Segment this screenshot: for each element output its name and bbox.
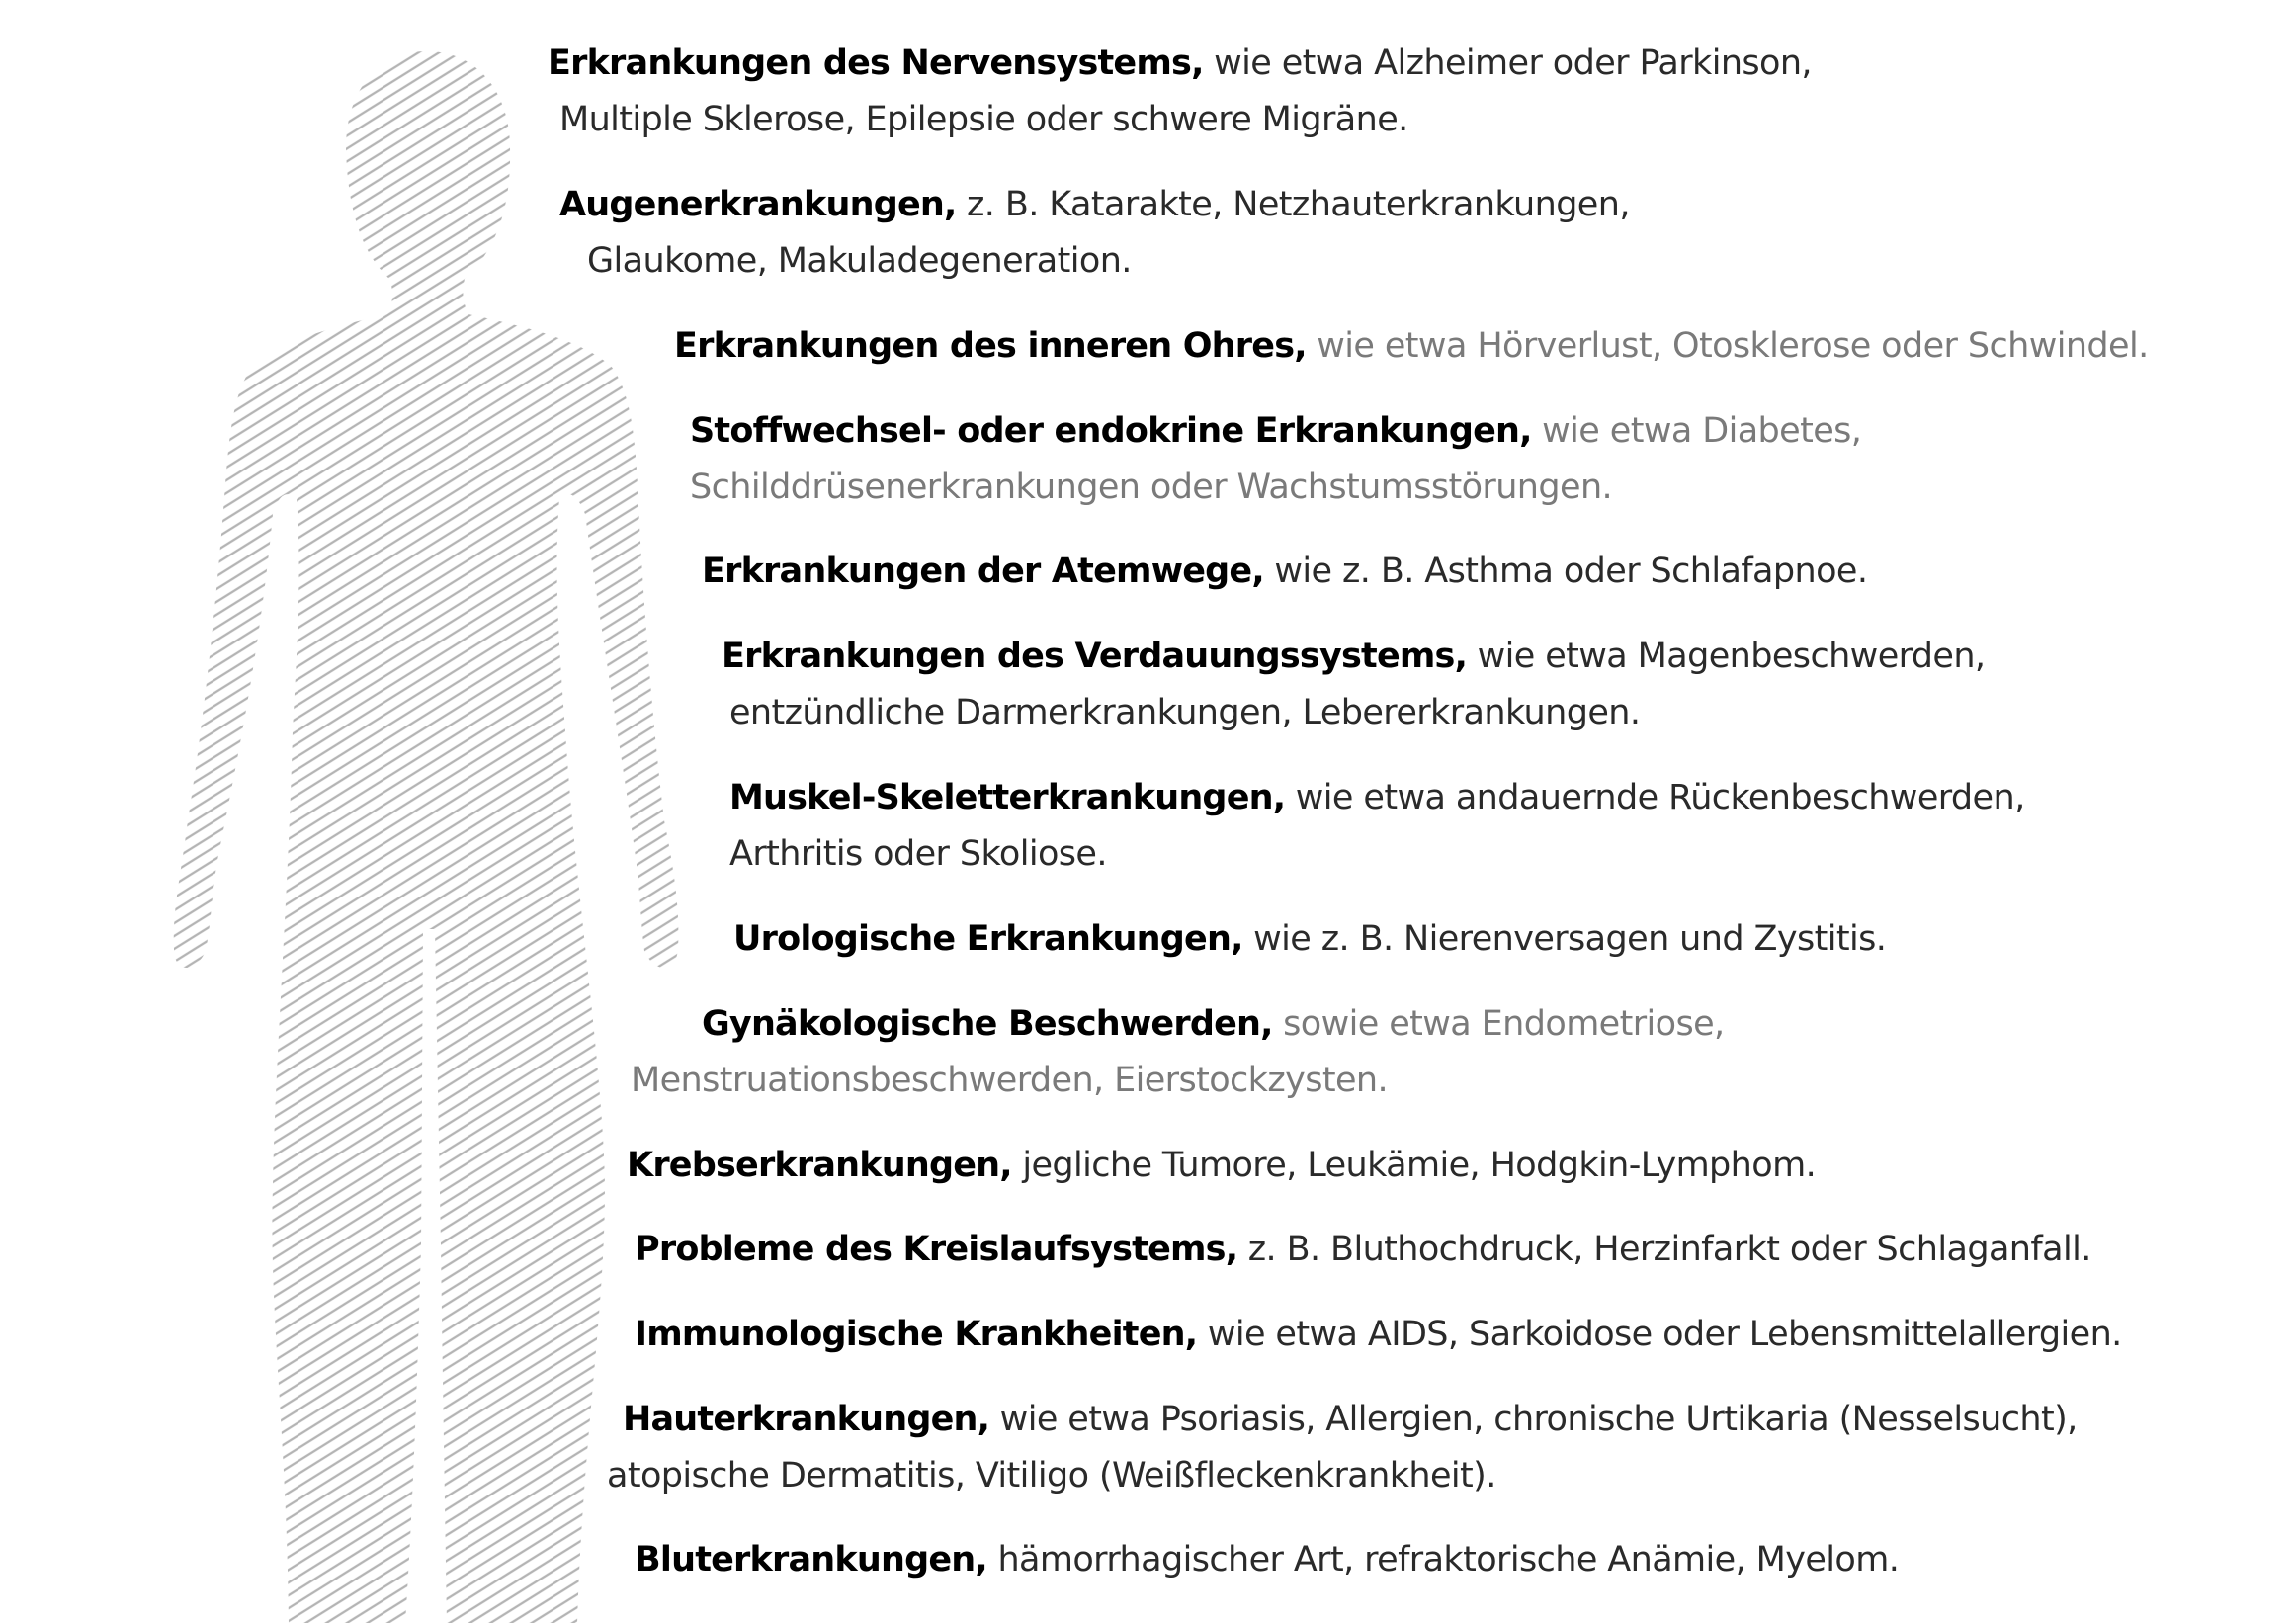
item-title: Urologische Erkrankungen, — [733, 919, 1243, 959]
item-atemwege — [702, 544, 1867, 600]
item-title: Hauterkrankungen, — [623, 1400, 990, 1439]
item-kreislauf — [635, 1222, 2091, 1278]
item-title: Gynäkologische Beschwerden, — [702, 1004, 1273, 1044]
item-desc: Multiple Sklerose, Epilepsie oder schwere Migräne. — [559, 100, 1408, 139]
item-verdauung — [722, 629, 1985, 741]
item-title: Augenerkrankungen, — [559, 185, 957, 224]
item-title: Krebserkrankungen, — [627, 1146, 1012, 1185]
item-title: Probleme des Kreislaufsystems, — [635, 1230, 1238, 1269]
item-line-2 — [690, 460, 1861, 516]
item-title: Muskel-Skeletterkrankungen, — [729, 778, 1286, 817]
item-desc: entzündliche Darmerkrankungen, Lebererkrankungen. — [729, 693, 1641, 732]
item-desc: hämorrhagischer Art, refraktorische Anämie, Myelom. — [986, 1540, 1900, 1580]
item-nervensystem — [548, 36, 1812, 148]
item-desc: wie etwa andauernde Rückenbeschwerden, — [1285, 778, 2025, 817]
item-desc: jegliche Tumore, Leukämie, Hodgkin-Lymphom. — [1011, 1146, 1817, 1185]
item-line-1 — [548, 36, 1812, 92]
item-line-1 — [674, 318, 2149, 375]
item-desc: wie etwa Psoriasis, Allergien, chronische Urtikaria (Nesselsucht), — [989, 1400, 2078, 1439]
item-desc: Arthritis oder Skoliose. — [729, 834, 1107, 874]
item-title: Erkrankungen des inneren Ohres, — [674, 326, 1307, 366]
item-blut — [635, 1532, 1899, 1588]
item-haut — [607, 1392, 2078, 1504]
item-line-1 — [635, 1222, 2091, 1278]
item-line-2 — [729, 826, 2025, 883]
item-desc: Schilddrüsenerkrankungen oder Wachstumsstörungen. — [690, 468, 1613, 507]
item-line-1 — [690, 403, 1861, 460]
item-urologie — [733, 911, 1886, 968]
item-augen — [559, 177, 1630, 290]
item-line-2 — [548, 92, 1812, 148]
item-desc: z. B. Bluthochdruck, Herzinfarkt oder Schlaganfall. — [1237, 1230, 2091, 1269]
item-desc: sowie etwa Endometriose, — [1272, 1004, 1725, 1044]
item-desc: wie z. B. Nierenversagen und Zystitis. — [1242, 919, 1887, 959]
item-desc: z. B. Katarakte, Netzhauterkrankungen, — [956, 185, 1630, 224]
item-title: Erkrankungen des Verdauungssystems, — [722, 637, 1468, 676]
item-line-2 — [722, 685, 1985, 741]
item-line-1 — [559, 177, 1630, 233]
item-line-1 — [729, 770, 2025, 826]
item-desc: atopische Dermatitis, Vitiligo (Weißfleckenkrankheit). — [607, 1456, 1496, 1495]
item-line-1 — [722, 629, 1985, 685]
item-title: Erkrankungen des Nervensystems, — [548, 43, 1204, 83]
item-desc: wie etwa AIDS, Sarkoidose oder Lebensmittelallergien. — [1197, 1315, 2122, 1354]
item-desc: Menstruationsbeschwerden, Eierstockzysten. — [631, 1061, 1389, 1100]
item-title: Immunologische Krankheiten, — [635, 1315, 1198, 1354]
item-line-1 — [635, 1532, 1899, 1588]
item-line-2 — [559, 233, 1630, 290]
item-desc: wie etwa Diabetes, — [1531, 411, 1862, 451]
item-desc: wie etwa Alzheimer oder Parkinson, — [1203, 43, 1812, 83]
item-line-2 — [607, 1448, 2078, 1504]
item-line-1 — [635, 1307, 2122, 1363]
item-line-1 — [607, 1392, 2078, 1448]
item-muskel — [729, 770, 2025, 883]
item-stoffwechsel — [690, 403, 1861, 516]
item-line-1 — [631, 996, 1725, 1053]
item-line-1 — [702, 544, 1867, 600]
item-krebs — [627, 1138, 1816, 1194]
item-title: Stoffwechsel- oder endokrine Erkrankungen, — [690, 411, 1532, 451]
item-title: Erkrankungen der Atemwege, — [702, 552, 1264, 591]
item-title: Bluterkrankungen, — [635, 1540, 987, 1580]
item-desc: wie etwa Hörverlust, Otosklerose oder Schwindel. — [1306, 326, 2149, 366]
item-ohr — [674, 318, 2149, 375]
item-line-1 — [627, 1138, 1816, 1194]
item-line-1 — [733, 911, 1886, 968]
item-desc: wie etwa Magenbeschwerden, — [1467, 637, 1986, 676]
item-line-2 — [631, 1053, 1725, 1109]
item-immunologie — [635, 1307, 2122, 1363]
item-desc: Glaukome, Makuladegeneration. — [587, 241, 1132, 281]
item-desc: wie z. B. Asthma oder Schlafapnoe. — [1263, 552, 1868, 591]
item-gynaekologie — [631, 996, 1725, 1109]
